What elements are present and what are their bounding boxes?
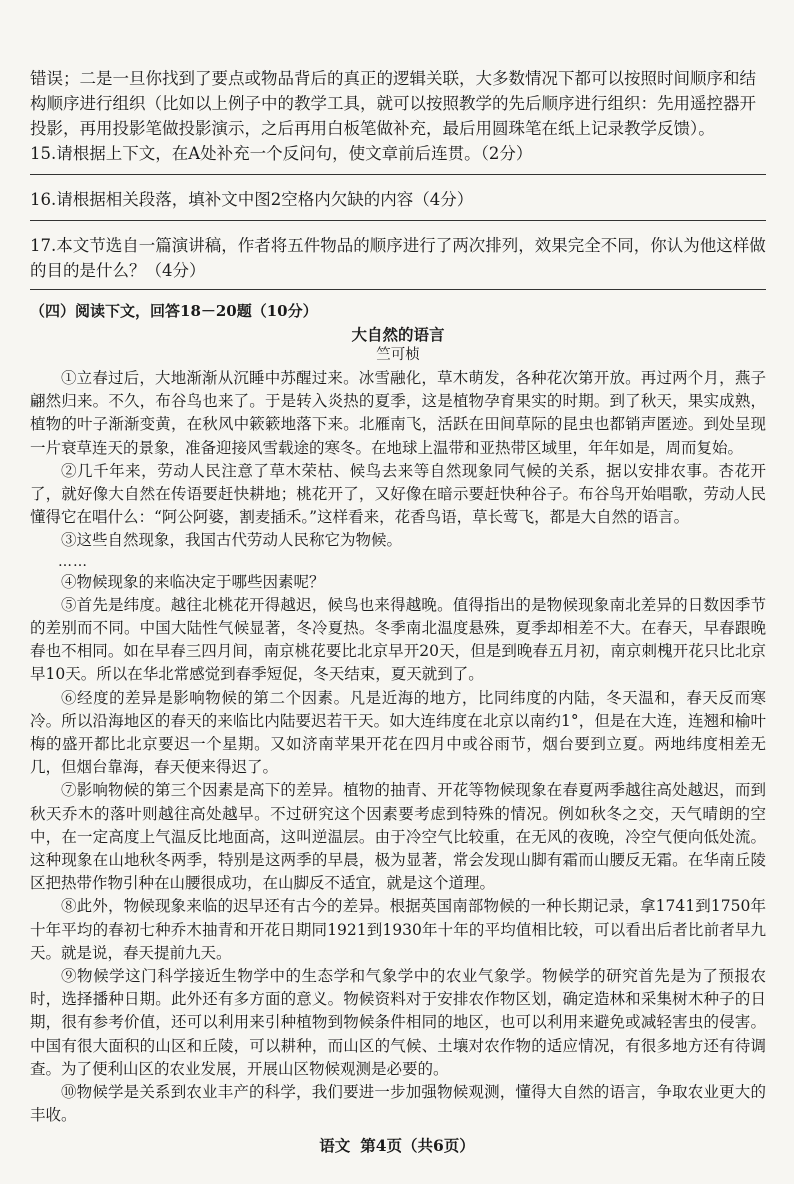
paragraph-10: ⑩物候学是关系到农业丰产的科学，我们要进一步加强物候观测，懂得大自然的语言，争取农业更大的丰收。: [30, 1083, 766, 1125]
article-title: 大自然的语言: [351, 325, 445, 344]
answer-line-17: [30, 289, 766, 290]
paragraph-2: ②几千年来，劳动人民注意了草木荣枯、候鸟去来等自然现象同气候的关系，据以安排农事。杏花开了，就好像大自然在传语要赶快耕地；桃花开了，又好像在暗示要赶快种谷子。布谷鸟开始唱歌，劳动人民懂得它在唱什么：“阿公阿婆，割麦插禾。”这样看来，花香鸟语，草长莺飞，都是大自然的语言。: [30, 461, 766, 527]
footer-page-number: 第4页（共6页）: [360, 1136, 475, 1155]
section-heading: （四）阅读下文，回答18－20题（10分）: [30, 302, 318, 320]
question-15: 15.请根据上下文，在A处补充一个反问句，使文章前后连贯。（2分）: [30, 144, 533, 163]
paragraph-5: ⑤首先是纬度。越往北桃花开得越迟，候鸟也来得越晚。值得指出的是物候现象南北差异的日数因季节的差别而不同。中国大陆性气候显著，冬冷夏热。冬季南北温度悬殊，夏季却相差不大。在春天，早春跟晚春也不相同。如在早春三四月间，南京桃花要比北京早开20天，但是到晚春五月初，南京刺槐开花只比北京早10天。所以在华北常感觉到春季短促，冬天结束，夏天就到了。: [30, 595, 766, 684]
answer-line-16: [30, 220, 766, 221]
question-16: 16.请根据相关段落，填补文中图2空格内欠缺的内容（4分）: [30, 190, 474, 209]
paragraph-9: ⑨物候学这门科学接近生物学中的生态学和气象学中的农业气象学。物候学的研究首先是为了预报农时，选择播种日期。此外还有多方面的意义。物候资料对于安排农作物区划，确定造林和采集树木种子的日期，很有参考价值，还可以利用来引种植物到物候条件相同的地区，也可以利用来避免或减轻害虫的侵害。中国有很大面积的山区和丘陵，可以耕种，而山区的气候、土壤对农作物的适应情况，有很多地方还有待调查。为了便利山区的农业发展，开展山区物候观测是必要的。: [30, 967, 766, 1078]
paragraph-6: ⑥经度的差异是影响物候的第二个因素。凡是近海的地方，比同纬度的内陆，冬天温和，春天反而寒冷。所以沿海地区的春天的来临比内陆要迟若干天。如大连纬度在北京以南约1°，但是在大连，连翘和榆叶梅的盛开都比北京要迟一个星期。又如济南苹果开花在四月中或谷雨节，烟台要到立夏。两地纬度相差无几，但烟台靠海，春天便来得迟了。: [30, 688, 766, 777]
paragraph-1: ①立春过后，大地渐渐从沉睡中苏醒过来。冰雪融化，草木萌发，各种花次第开放。再过两个月，燕子翩然归来。不久，布谷鸟也来了。于是转入炎热的夏季，这是植物孕育果实的时期。到了秋天，果实成熟，植物的叶子渐渐变黄，在秋风中簌簌地落下来。北雁南飞，活跃在田间草际的昆虫也都销声匿迹。到处呈现一片衰草连天的景象，准备迎接风雪载途的寒冬。在地球上温带和亚热带区域里，年年如是，周而复始。: [30, 369, 766, 457]
page-footer: [0, 1134, 794, 1156]
answer-line-15: [30, 174, 766, 175]
intro-text: 错误；二是一旦你找到了要点或物品背后的真正的逻辑关联，大多数情况下都可以按照时间顺序和结构顺序进行组织（比如以上例子中的教学工具，就可以按照教学的先后顺序进行组织：先用遥控器开投影，再用投影笔做投影演示，之后再用白板笔做补充，最后用圆珠笔在纸上记录教学反馈）。: [30, 69, 756, 138]
article-author: 竺可桢: [376, 347, 420, 363]
ellipsis: ……: [58, 553, 88, 570]
paragraph-7: ⑦影响物候的第三个因素是高下的差异。植物的抽青、开花等物候现象在春夏两季越往高处越迟，而到秋天乔木的落叶则越往高处越早。不过研究这个因素要考虑到特殊的情况。例如秋冬之交，天气晴朗的空中，在一定高度上气温反比地面高，这叫逆温层。由于冷空气比较重，在无风的夜晚，冷空气便向低处流。这种现象在山地秋冬两季，特别是这两季的早晨，极为显著，常会发现山脚有霜而山腰反无霜。在华南丘陵区把热带作物引种在山腰很成功，在山脚反不适宜，就是这个道理。: [30, 781, 766, 893]
question-17: 17.本文节选自一篇演讲稿，作者将五件物品的顺序进行了两次排列，效果完全不同，你认为他这样做的目的是什么？（4分）: [30, 236, 766, 280]
paragraph-8: ⑧此外，物候现象来临的迟早还有古今的差异。根据英国南部物候的一种长期记录，拿1741到1750年十年平均的春初七种乔木抽青和开花日期同1921到1930年十年的平均值相比较，可以看出后者比前者早九天。就是说，春天提前九天。: [30, 897, 766, 962]
paragraph-3: ③这些自然现象，我国古代劳动人民称它为物候。: [61, 531, 403, 550]
paragraph-4: ④物候现象的来临决定于哪些因素呢？: [61, 572, 325, 591]
footer-subject: 语文: [319, 1136, 351, 1155]
